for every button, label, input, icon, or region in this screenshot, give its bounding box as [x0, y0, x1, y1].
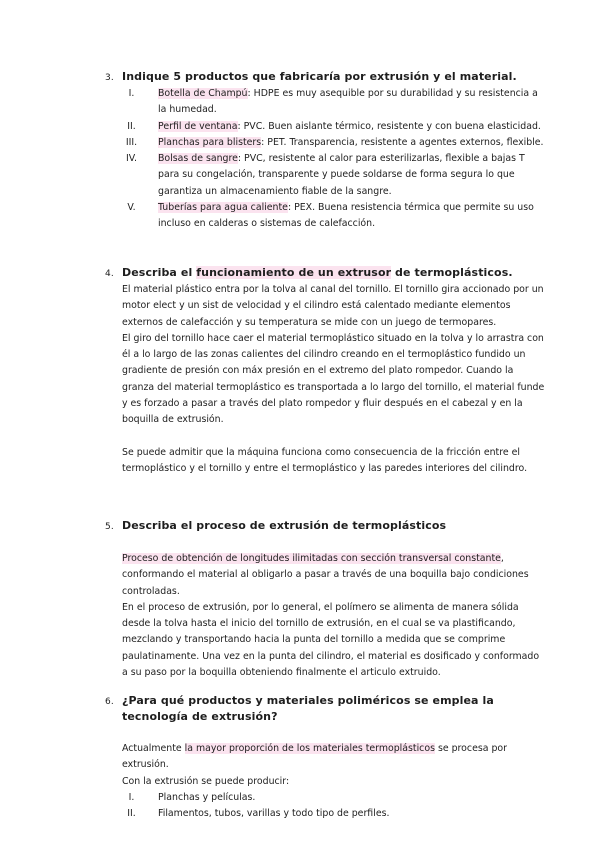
- list-item: [105, 86, 545, 119]
- question-3-heading: [105, 69, 545, 86]
- list-item: [105, 200, 545, 233]
- list-text: [158, 86, 545, 119]
- question-6: [105, 693, 545, 822]
- answer-body: [122, 282, 545, 477]
- paragraph: [122, 551, 545, 600]
- question-5-heading: [105, 518, 545, 535]
- question-4: [105, 265, 545, 477]
- list-numeral: II.: [127, 808, 136, 820]
- highlighted-term: Botella de Champú: [158, 88, 248, 99]
- highlighted-definition: Proceso de obtención de longitudes ilimitadas con sección transversal constante: [122, 553, 501, 564]
- highlighted-term: la mayor proporción de los materiales termoplásticos: [184, 743, 435, 754]
- paragraph: El giro del tornillo hace caer el material termoplástico situado en la tolva y lo arrastra con él a lo largo de las zonas calientes del cilindro creando en el termoplástico fundido un gradiente de presión con máx presión en el extremo del plato rompedor. Cuando la granza del material termoplástico es transportada a lo largo del tornillo, el material funde y es forzado a pasar a través del plato rompedor y fluir después en el cabezal y en la boquilla de extrusión.: [122, 332, 545, 426]
- highlighted-term: Bolsas de sangre: [158, 153, 238, 165]
- list-item: [105, 790, 545, 806]
- paragraph: [122, 741, 545, 774]
- paragraph: Con la extrusión se puede producir:: [122, 775, 290, 787]
- list-numeral: I.: [128, 791, 135, 803]
- list-text: Filamentos, tubos, varillas y todo tipo de perfiles.: [158, 808, 390, 820]
- list-item: [105, 806, 545, 822]
- question-number: 4.: [105, 269, 114, 279]
- answer-body: [122, 535, 545, 681]
- title-text: de termoplásticos.: [391, 266, 513, 279]
- question-5: [105, 518, 545, 681]
- question-title: Describa el proceso de extrusión de termoplásticos: [122, 519, 447, 532]
- question-number: 6.: [105, 697, 114, 707]
- highlighted-term: Planchas para blisters: [158, 136, 262, 148]
- question-3: [105, 69, 545, 233]
- list-text: Planchas y películas.: [158, 791, 256, 803]
- question-number: 3.: [105, 73, 114, 83]
- highlighted-term: Tuberías para agua caliente: [158, 202, 288, 214]
- question-6-heading: [105, 693, 545, 725]
- question-4-heading: [105, 265, 545, 282]
- answer-body: [122, 725, 545, 790]
- list-text: [158, 200, 545, 233]
- paragraph-text: Actualmente: [122, 743, 185, 754]
- list-numeral: II.: [127, 120, 136, 132]
- item-description: : PVC, resistente al calor para esterilizarlas, flexible a bajas T para su congelación, transparente y puede soldarse de forma segura lo que garantiza un almacenamiento fiable de la sangre.: [158, 153, 525, 197]
- highlighted-term: funcionamiento de un extrusor: [196, 266, 392, 279]
- paragraph: El material plástico entra por la tolva al canal del tornillo. El tornillo gira accionado por un motor elect y un sist de velocidad y el cilindro está calentado mediante elementos externos de calefacción y su temperatura se mide con un juego de termopares.: [122, 284, 544, 328]
- list-numeral: I.: [128, 88, 135, 99]
- list-item: [105, 151, 545, 200]
- list-numeral: III.: [125, 136, 138, 148]
- paragraph: En el proceso de extrusión, por lo general, el polímero se alimenta de manera sólida desde la tolva hasta el inicio del tornillo de extrusión, en el cual se va plastificando, mezclando y transportando hacia la punta del tornillo a medida que se comprime paulatinamente. Una vez en la punta del cilindro, el material es dosificado y conformado a su paso por la boquilla obteniendo finalmente el articulo extruido.: [122, 601, 540, 679]
- question-number: 5.: [105, 522, 114, 532]
- question-title: Indique 5 productos que fabricaría por extrusión y el material.: [122, 70, 517, 83]
- question-title: [122, 265, 545, 282]
- question-title: ¿Para qué productos y materiales poliméricos se emplea la tecnología de extrusión?: [122, 694, 494, 723]
- item-description: : PEX. Buena resistencia térmica que permite su uso incluso en calderas o sistemas de calefacción.: [158, 202, 534, 230]
- list-numeral: V.: [127, 202, 136, 214]
- list-text: [158, 119, 545, 135]
- list-text: [158, 151, 545, 200]
- title-text: Describa el: [122, 266, 197, 279]
- item-description: : PVC. Buen aislante térmico, resistente y con buena elasticidad.: [237, 120, 541, 132]
- list-numeral: IV.: [126, 153, 137, 165]
- list-item: [105, 135, 545, 151]
- list-text: [158, 135, 545, 151]
- product-list: [105, 790, 545, 823]
- list-item: [105, 119, 545, 135]
- item-description: : PET. Transparencia, resistente a agentes externos, flexible.: [261, 136, 544, 148]
- item-description: : HDPE es muy asequible por su durabilidad y su resistencia a la humedad.: [158, 88, 538, 116]
- product-list: [105, 86, 545, 233]
- paragraph: Se puede admitir que la máquina funciona como consecuencia de la fricción entre el termoplástico y el tornillo y entre el termoplástico y las paredes interiores del cilindro.: [122, 446, 528, 474]
- paragraph-text: se procesa por extrusión.: [122, 743, 507, 771]
- highlighted-term: Perfil de ventana: [158, 120, 238, 132]
- paragraph-text: , conformando el material al obligarlo a pasar a través de una boquilla bajo condiciones controladas.: [122, 553, 529, 597]
